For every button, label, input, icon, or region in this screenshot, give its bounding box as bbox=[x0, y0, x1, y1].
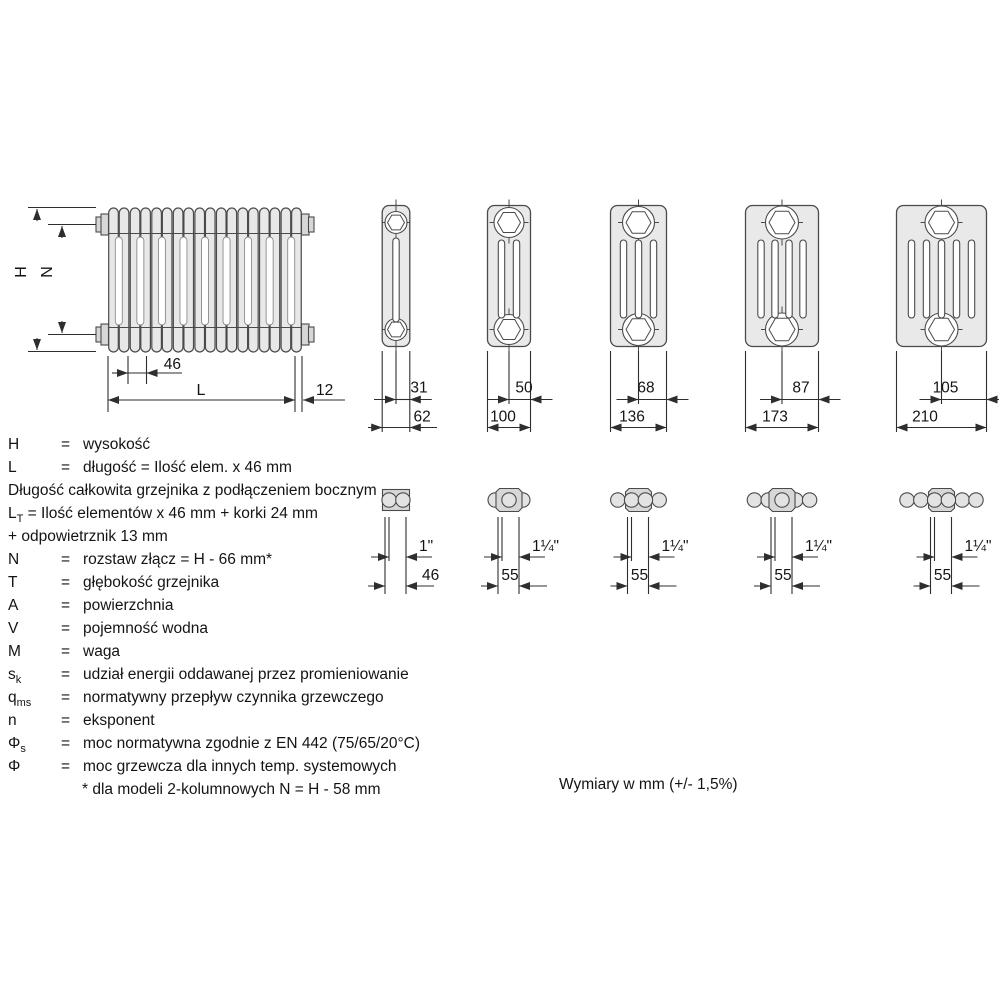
dim-label-1-1-4in: 1¼" bbox=[805, 538, 833, 555]
dim-label-55-pitch: 55 bbox=[774, 567, 792, 584]
dim-label-46-pitch: 46 bbox=[422, 567, 440, 584]
dim-label-12: 12 bbox=[316, 382, 334, 399]
legend-row-sk: $s_k$ = udział energii oddawanej przez promieniowanie bbox=[8, 666, 409, 687]
legend-row-H: H = wysokość bbox=[8, 436, 151, 453]
length-dimensions bbox=[108, 356, 345, 412]
dim-label-N: N bbox=[39, 266, 56, 278]
dim-label-136: 136 bbox=[619, 408, 645, 426]
legend-row-V: V = pojemność wodna bbox=[8, 620, 208, 637]
dim-label-L: L bbox=[196, 382, 206, 399]
section-view-2col bbox=[487, 200, 553, 433]
legend-row-L: L = długość = Ilość elem. x 46 mm bbox=[8, 459, 292, 476]
right-bottom-plug bbox=[302, 324, 315, 345]
dimensions-tolerance-note: Wymiary w mm (+/- 1,5%) bbox=[559, 776, 738, 793]
dim-label-1in: 1" bbox=[419, 538, 434, 555]
legend-row-footnote: * dla modeli 2-kolumnowych N = H - 58 mm bbox=[82, 781, 381, 798]
dim-label-173: 173 bbox=[762, 408, 788, 426]
dim-label-46: 46 bbox=[163, 356, 181, 373]
top-view-5col bbox=[900, 489, 992, 595]
left-bottom-plug bbox=[96, 324, 109, 345]
dim-label-68: 68 bbox=[637, 379, 655, 397]
legend-row-total-length-title: Długość całkowita grzejnika z podłączeniem bocznym bbox=[8, 482, 377, 499]
section-view-4col bbox=[746, 200, 841, 433]
legend-row-qms: $q_{ms}$ = normatywny przepływ czynnika grzewczego bbox=[8, 689, 384, 710]
dim-label-87: 87 bbox=[792, 379, 810, 397]
section-view-3col bbox=[611, 200, 689, 433]
dim-label-55-pitch: 55 bbox=[630, 567, 649, 584]
legend-row-A: A = powierzchnia bbox=[8, 597, 174, 614]
dim-label-55-pitch: 55 bbox=[933, 567, 952, 584]
dim-label-100: 100 bbox=[490, 408, 516, 426]
legend-row-T: T = głębokość grzejnika bbox=[8, 574, 220, 591]
legend-row-M: M = waga bbox=[8, 643, 121, 660]
dim-label-62: 62 bbox=[413, 408, 431, 426]
dim-label-H: H bbox=[13, 266, 30, 278]
dim-label-1-1-4in: 1¼" bbox=[964, 538, 992, 555]
legend bbox=[8, 433, 488, 801]
dim-label-50: 50 bbox=[515, 379, 533, 397]
radiator-front-view bbox=[96, 208, 314, 352]
dim-label-55-pitch: 55 bbox=[501, 567, 519, 584]
top-view-2col bbox=[481, 489, 559, 595]
legend-row-vent: + odpowietrznik 13 mm bbox=[8, 528, 168, 545]
left-top-plug bbox=[96, 214, 109, 235]
legend-row-phi: Φ = moc grzewcza dla innych temp. systemowych bbox=[8, 758, 397, 775]
dim-label-210: 210 bbox=[912, 408, 938, 426]
legend-row-n: n = eksponent bbox=[8, 712, 155, 729]
legend-row-phi-s: $\Phi_s$ = moc normatywna zgodnie z EN 442 (75/65/20°C) bbox=[8, 735, 421, 756]
legend-row-N: N = rozstaw złącz = H - 66 mm* bbox=[8, 551, 273, 568]
dim-label-1-1-4in: 1¼" bbox=[532, 538, 560, 555]
height-dimensions bbox=[13, 208, 96, 352]
top-view-3col bbox=[611, 489, 689, 595]
legend-row-LT: $L_T$ = Ilość elementów x 46 mm + korki 24 mm bbox=[8, 505, 318, 526]
top-view-4col bbox=[747, 489, 832, 595]
section-view-5col bbox=[897, 200, 1000, 433]
dim-label-105: 105 bbox=[932, 379, 959, 397]
section-view-1col bbox=[368, 200, 437, 433]
right-top-plug bbox=[302, 214, 315, 235]
dim-label-1-1-4in: 1¼" bbox=[661, 538, 689, 555]
dim-label-31: 31 bbox=[410, 379, 428, 397]
